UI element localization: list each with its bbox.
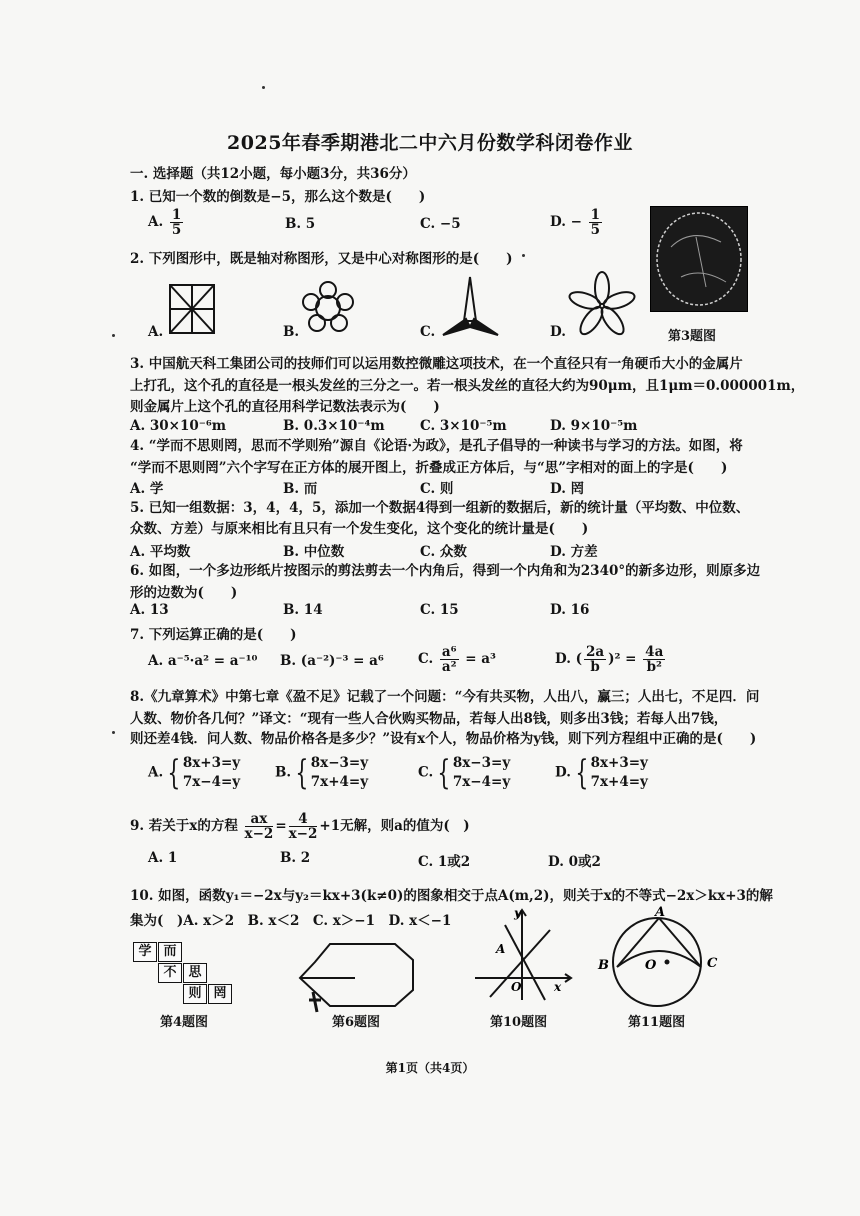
q10-line-1: 10. 如图，函数y₁＝−2x与y₂＝kx+3(k≠0)的图象相交于点A(m,2)，则关于x的不等式−2x＞kx+3的解	[130, 888, 773, 904]
net-cell-4: 思	[183, 963, 207, 983]
q2-figure-c-tripod	[440, 275, 500, 340]
q2-figure-b-pentagon	[298, 278, 358, 338]
net-cell-5: 则	[183, 984, 207, 1004]
q4-option-a: A. 学	[130, 481, 164, 497]
figure-11-circle	[595, 905, 725, 1005]
fig10-o-label: O	[511, 980, 522, 994]
q7-stem: 7. 下列运算正确的是( )	[130, 627, 297, 643]
figure-11-caption: 第11题图	[628, 1015, 686, 1030]
q5-option-b: B. 中位数	[283, 544, 345, 560]
q1-option-a: A. $\frac{1}{5}$	[148, 207, 182, 238]
net-cell-6: 罔	[208, 984, 232, 1004]
q4-option-c: C. 则	[420, 481, 454, 497]
q6-option-a: A. 13	[130, 602, 169, 618]
q3-option-a: A. 30×10⁻⁶m	[130, 418, 227, 434]
scan-speck	[262, 86, 265, 89]
q6-option-b: B. 14	[283, 602, 323, 618]
q6-option-c: C. 15	[420, 602, 459, 618]
scan-speck	[112, 731, 115, 734]
q8-option-a: A. { 8x+3=y 7x−4=y	[148, 753, 241, 793]
figure-10-graph	[470, 905, 580, 1005]
fig11-a-label: A	[655, 905, 666, 920]
q9-option-b: B. 2	[280, 850, 311, 866]
q3-line-1: 3. 中国航天科工集团公司的技师们可以运用数控微雕这项技术，在一个直径只有一角硬币大小的金属片	[130, 356, 743, 372]
figure-6-octagon	[295, 940, 435, 1020]
q3-option-d: D. 9×10⁻⁵m	[550, 418, 638, 434]
fig11-c-label: C	[707, 956, 718, 971]
fig11-o-label: O	[645, 958, 657, 973]
net-cell-1: 学	[133, 942, 157, 962]
q3-line-2: 上打孔，这个孔的直径是一根头发丝的三分之一。若一根头发丝的直径大约为90μm，且1μm＝0.000001m，	[130, 378, 805, 394]
q4-option-b: B. 而	[283, 481, 318, 497]
q1-option-c: C. −5	[420, 216, 461, 232]
q10-line-2: 集为( )A. x＞2 B. x＜2 C. x＞−1 D. x＜−1	[130, 913, 452, 929]
figure-3-caption: 第3题图	[668, 329, 717, 344]
q7-option-a: A. a⁻⁵·a² = a⁻¹⁰	[148, 653, 258, 669]
q6-option-d: D. 16	[550, 602, 590, 618]
q2-option-b: B.	[283, 324, 300, 340]
q8-option-c: C. { 8x−3=y 7x−4=y	[418, 753, 511, 793]
q5-option-d: D. 方差	[550, 544, 598, 560]
q2-figure-a-pinwheel	[167, 282, 217, 337]
q9-option-d: D. 0或2	[548, 854, 601, 870]
q6-line-1: 6. 如图，一个多边形纸片按图示的剪法剪去一个内角后，得到一个内角和为2340°的新多边形，则原多边	[130, 563, 761, 579]
q8-option-b: B. { 8x−3=y 7x+4=y	[275, 753, 369, 793]
q7-option-d: D. ( $\frac{2a}{b}$ )² = $\frac{4a}{\text{b²}}$	[555, 644, 664, 675]
q7-option-c: C. $\frac{\text{a⁶}}{\text{a²}}$ = a³	[418, 644, 496, 675]
q2-option-a: A.	[148, 324, 164, 340]
q2-option-c: C.	[420, 324, 436, 340]
figure-3-photo	[650, 206, 748, 312]
q3-line-3: 则金属片上这个孔的直径用科学记数法表示为( )	[130, 399, 440, 415]
figure-4-caption: 第4题图	[160, 1015, 209, 1030]
q8-line-3: 则还差4钱．问人数、物品价格各是多少？”设有x个人，物品价格为y钱，则下列方程组中正确的是( )	[130, 731, 757, 747]
fig10-a-label: A	[496, 942, 506, 956]
figure-10-caption: 第10题图	[490, 1015, 548, 1030]
q7-option-b: B. (a⁻²)⁻³ = a⁶	[280, 653, 384, 669]
page-title: 2025年春季期港北二中六月份数学科闭卷作业	[227, 132, 633, 154]
q1-option-b: B. 5	[285, 216, 316, 232]
q8-option-d: D. { 8x+3=y 7x+4=y	[555, 753, 648, 793]
page-footer: 第1页（共4页）	[385, 1061, 475, 1075]
q4-option-d: D. 罔	[550, 481, 585, 497]
q5-line-1: 5. 已知一组数据：3，4，4，5，添加一个数据4得到一组新的数据后，新的统计量（平均数、中位数、	[130, 500, 750, 516]
net-cell-3: 不	[158, 963, 182, 983]
q5-option-c: C. 众数	[420, 544, 467, 560]
fig10-x-label: x	[554, 980, 562, 994]
q5-line-2: 众数、方差）与原来相比有且只有一个发生变化，这个变化的统计量是( )	[130, 521, 589, 537]
scan-speck	[522, 254, 525, 257]
fig10-y-label: y	[514, 906, 521, 920]
q2-figure-d-flower	[570, 270, 634, 342]
q1-stem: 1. 已知一个数的倒数是−5，那么这个数是( )	[130, 189, 426, 205]
section-heading: 一. 选择题（共12小题，每小题3分，共36分）	[130, 166, 416, 182]
q1-option-d: D. − $\frac{1}{5}$	[550, 207, 601, 238]
q5-option-a: A. 平均数	[130, 544, 191, 560]
q4-line-1: 4. “学而不思则罔，思而不学则殆”源自《论语·为政》，是孔子倡导的一种读书与学习的方法。如图，将	[130, 438, 743, 454]
q2-stem: 2. 下列图形中，既是轴对称图形，又是中心对称图形的是( )	[130, 251, 513, 267]
q8-line-1: 8.《九章算术》中第七章《盈不足》记载了一个问题：“今有共买物，人出八，赢三；人出七，不足四．问	[130, 689, 760, 705]
q9-option-a: A. 1	[148, 850, 178, 866]
net-cell-2: 而	[158, 942, 182, 962]
figure-6-caption: 第6题图	[332, 1015, 381, 1030]
q3-option-c: C. 3×10⁻⁵m	[420, 418, 507, 434]
q4-line-2: “学而不思则罔”六个字写在正方体的展开图上，折叠成正方体后，与“思”字相对的面上的字是( )	[130, 460, 728, 476]
q3-option-b: B. 0.3×10⁻⁴m	[283, 418, 385, 434]
q6-line-2: 形的边数为( )	[130, 585, 238, 601]
q9-stem: 9. 若关于x的方程 $\frac{ax}{x-2}$ = $\frac{4}{x-2}$ +1无解，则a的值为( )	[130, 811, 470, 842]
q9-option-c: C. 1或2	[418, 854, 471, 870]
q8-line-2: 人数、物价各几何？”译文：“现有一些人合伙购买物品，若每人出8钱，则多出3钱；若每人出7钱，	[130, 711, 728, 727]
fig11-b-label: B	[598, 958, 609, 973]
scan-speck	[112, 334, 115, 337]
q2-option-d: D.	[550, 324, 566, 340]
